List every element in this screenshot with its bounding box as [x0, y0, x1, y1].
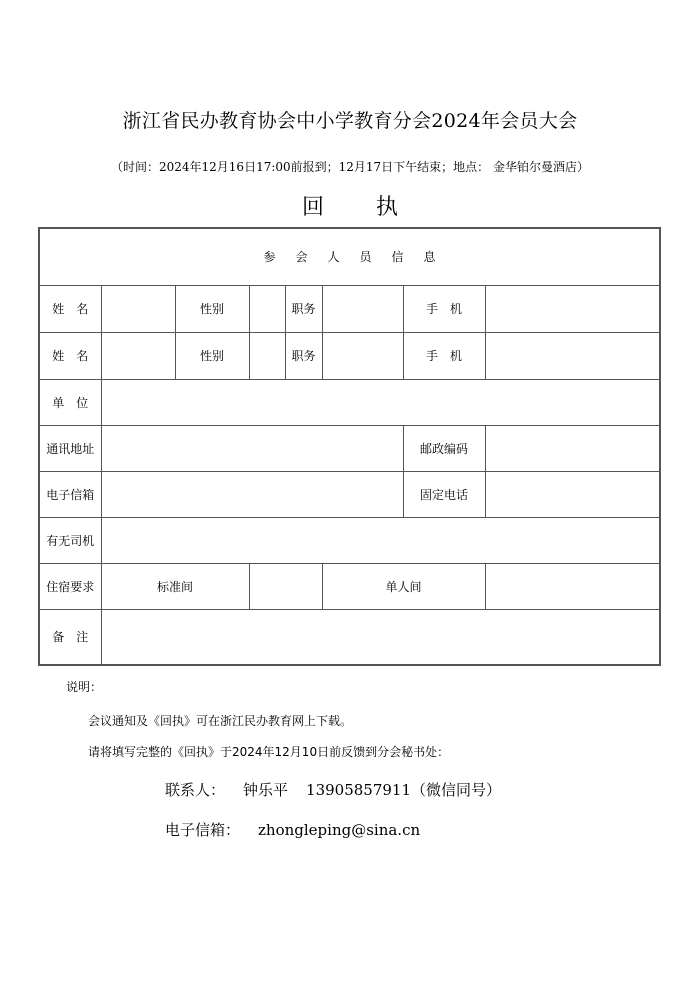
gender-label-1: 性别	[175, 285, 249, 332]
form-header: 参会人员信息	[39, 228, 660, 285]
postcode-label: 邮政编码	[403, 425, 485, 471]
note-deadline: 请将填写完整的《回执》于2024年12月10日前反馈到分会秘书处：	[88, 745, 450, 759]
position-label-1: 职务	[285, 285, 322, 332]
contact-email-line	[165, 819, 438, 840]
position-input-1[interactable]	[322, 285, 403, 332]
note-download: 会议通知及《回执》可在浙江民办教育网上下载。	[88, 714, 353, 728]
remarks-input[interactable]	[101, 609, 660, 665]
address-input[interactable]	[101, 425, 403, 471]
name-input-2[interactable]	[101, 332, 175, 379]
phone-label: 固定电话	[403, 471, 485, 517]
remarks-label: 备 注	[39, 609, 101, 665]
name-label-2: 姓 名	[39, 332, 101, 379]
email-contact-label: 电子信箱：	[165, 821, 241, 839]
phone-input[interactable]	[485, 471, 660, 517]
gender-input-1[interactable]	[249, 285, 285, 332]
document-title: 浙江省民办教育协会中小学教育分会2024年会员大会	[122, 110, 578, 132]
position-input-2[interactable]	[322, 332, 403, 379]
name-label-1: 姓 名	[39, 285, 101, 332]
single-room-input[interactable]	[485, 563, 660, 609]
receipt-title: 回执	[301, 195, 450, 220]
contact-email[interactable]: zhongleping@sina.cn	[258, 821, 421, 839]
postcode-input[interactable]	[485, 425, 660, 471]
registration-form-table	[38, 227, 661, 666]
unit-label: 单 位	[39, 379, 101, 425]
contact-name: 钟乐平	[243, 781, 289, 799]
driver-input[interactable]	[101, 517, 660, 563]
gender-label-2: 性别	[175, 332, 249, 379]
contact-phone: 13905857911（微信同号）	[306, 781, 502, 799]
mobile-label-1: 手 机	[403, 285, 485, 332]
standard-room-input[interactable]	[249, 563, 322, 609]
mobile-input-2[interactable]	[485, 332, 660, 379]
driver-label: 有无司机	[39, 517, 101, 563]
lodging-label: 住宿要求	[39, 563, 101, 609]
notes-label: 说明：	[66, 680, 103, 694]
address-label: 通讯地址	[39, 425, 101, 471]
mobile-input-1[interactable]	[485, 285, 660, 332]
single-room-label: 单人间	[322, 563, 485, 609]
contact-label: 联系人：	[165, 781, 226, 799]
mobile-label-2: 手 机	[403, 332, 485, 379]
contact-person-line	[165, 779, 519, 800]
email-label: 电子信箱	[39, 471, 101, 517]
position-label-2: 职务	[285, 332, 322, 379]
email-input[interactable]	[101, 471, 403, 517]
meeting-time-location: （时间：2024年12月16日17:00前报到；12月17日下午结束；地点： 金华铂尔曼酒店）	[110, 160, 590, 174]
unit-input[interactable]	[101, 379, 660, 425]
standard-room-label: 标准间	[101, 563, 249, 609]
name-input-1[interactable]	[101, 285, 175, 332]
gender-input-2[interactable]	[249, 332, 285, 379]
